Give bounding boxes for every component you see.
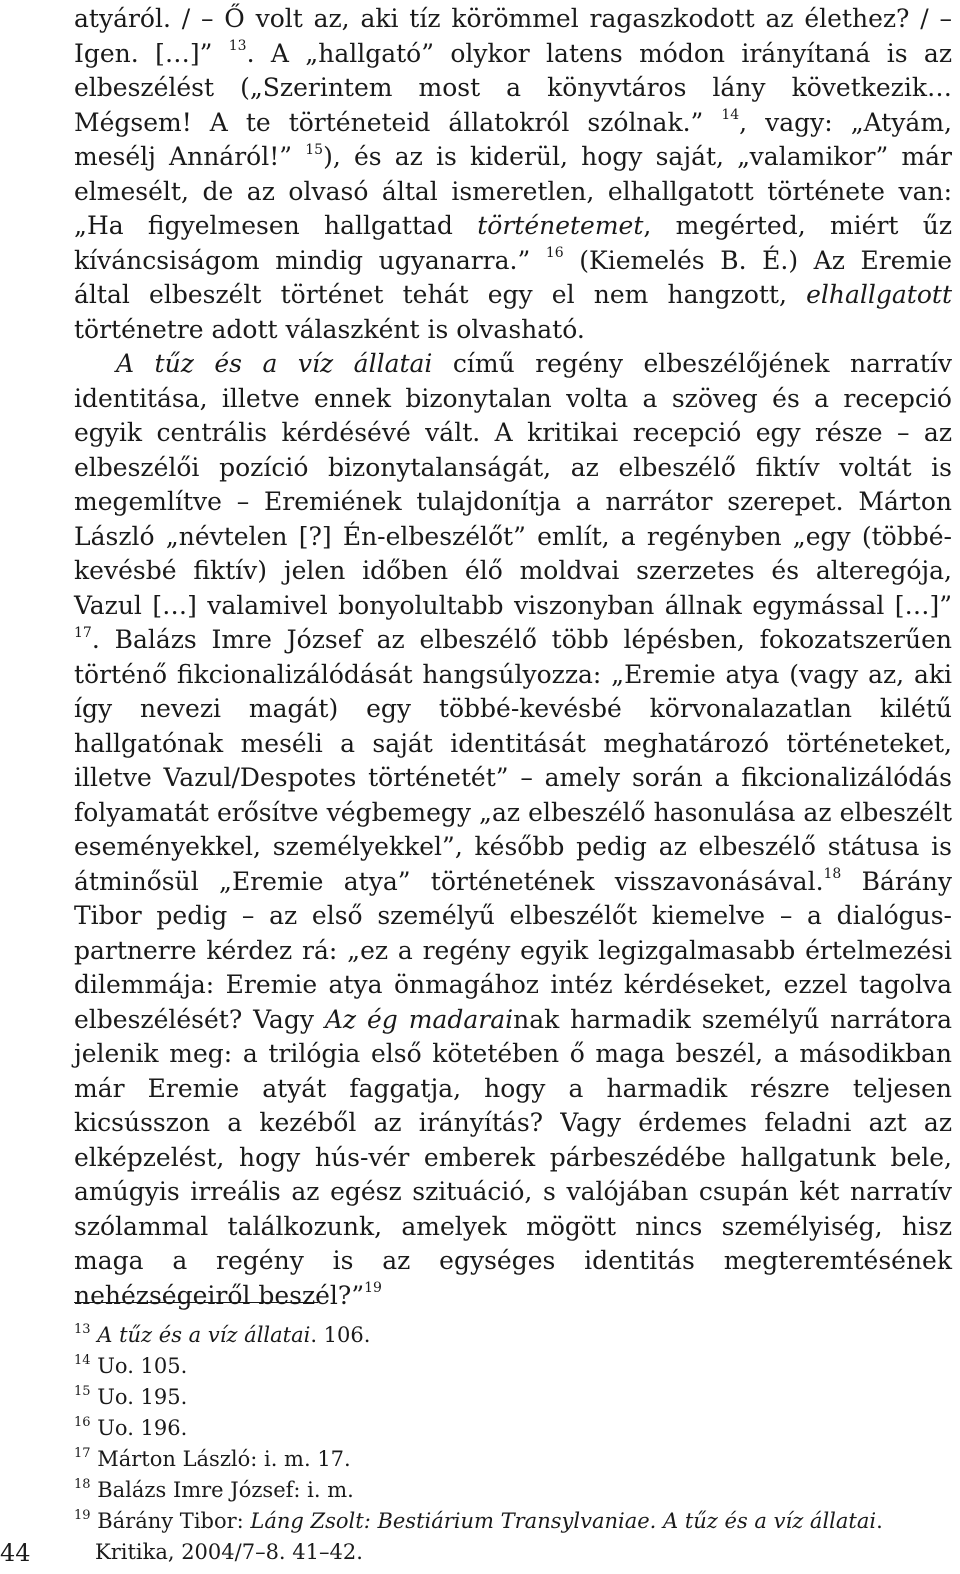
- text-run: Uo. 196.: [97, 1416, 188, 1440]
- footnote-number: 15: [74, 1384, 91, 1399]
- italic-text: Az ég madarai: [324, 1004, 514, 1034]
- footnote-separator: [74, 1302, 318, 1303]
- footnotes-list: [74, 1320, 952, 1568]
- text-run: Uo. 105.: [97, 1354, 188, 1378]
- footnote-number: 14: [74, 1353, 91, 1368]
- footnote-ref: 13: [228, 38, 247, 55]
- footnote-ref: 15: [305, 141, 324, 158]
- footnote-number: 17: [74, 1446, 91, 1461]
- footnote-ref: 19: [364, 1280, 382, 1297]
- footnote-ref: 16: [545, 245, 564, 262]
- footnote-number: 13: [74, 1322, 91, 1337]
- paragraph-2: [74, 347, 952, 1313]
- text-run: , vagy: „Atyám, mesélj Annáról!”: [74, 107, 952, 171]
- italic-text: Láng Zsolt: Bestiárium Transylvaniae. A tűz és a víz állatai: [250, 1509, 877, 1533]
- footnote-17: [74, 1444, 952, 1475]
- text-run: . Balázs Imre József az elbeszélő több lépésben, fokozatszerűen történő fikcionalizálódását hangsúlyozza: „Eremie atya (vagy az, aki így nevezi magát) egy többé-kevésbé körvonalazatlan kilétű hallgatónak meséli a saját identitását meghatározó történeteket, illetve Vazul/Despotes történetét” – amely során a fikcionalizálódás folyamatát erősítve végbemegy „az elbeszélő hasonulása az elbeszélt eseményekkel, személyekkel”, később pedig az elbeszélő státusa is átminősül „Eremie atya” történetének visszavonásával.: [74, 625, 952, 896]
- text-run: Bárány Tibor:: [97, 1509, 251, 1533]
- footnote-15: [74, 1382, 952, 1413]
- italic-text: A tűz és a víz állatai: [116, 349, 433, 378]
- footnote-16: [74, 1413, 952, 1444]
- text-run: . 106.: [310, 1323, 371, 1347]
- text-run: nak harmadik személyű narrátora jelenik meg: a trilógia első kötetében ő maga beszél, a másodikban már Eremie atyát faggatja, hogy a harmadik részre teljesen kicsússzon a kezéből az irányítás? Vagy érdemes feladni azt az elképzelést, hogy hús-vér emberek párbeszédébe hallgatunk bele, amúgyis irreális az egész szituáció, s valójában csupán két narratív szólammal találkozunk, amelyek mögött nincs személyiség, hisz maga a regény is az egységes identitás megteremtésének nehézségeiről beszél?”: [74, 1004, 953, 1310]
- text-run: , megérted, miért űz kíváncsiságom mindig ugyanarra.”: [74, 211, 952, 275]
- italic-text: történetemet: [477, 211, 644, 240]
- text-run: című regény elbeszélőjének narratív identitása, illetve ennek bizonytalan volta a szöveg és a recepció egyik centrális kérdésévé vált. A kritikai recepció egy része – az elbeszélői pozíció bizonytalanságát, az elbeszélő fiktív voltát is megemlítve – Eremiének tulajdonítja a narrátor szerepet. Márton László „névtelen [?] Én-elbeszélőt” említ, a regényben „egy (többé-kevésbé fiktív) jelen időben élő moldvai szerzetes és alteregója, Vazul […] valamivel bonyolultabb viszonyban állnak egymással […]”: [74, 349, 952, 620]
- footnote-13: [74, 1320, 952, 1351]
- page-number: 44: [0, 1539, 31, 1567]
- text-run: Balázs Imre József: i. m.: [97, 1478, 354, 1502]
- text-run: . A „hallgató” olykor latens módon irányítaná is az elbeszélést („Szerintem most a könyvtáros lány következik… Mégsem! A te történeteid állatokról szólnak.”: [74, 38, 952, 137]
- italic-text: A tűz és a víz állatai: [97, 1323, 311, 1347]
- footnote-ref: 17: [74, 624, 92, 641]
- text-run: . Kritika, 2004/7–8. 41–42.: [95, 1509, 883, 1564]
- paragraph-1: [74, 2, 952, 347]
- text-run: atyáról. / – Ő volt az, aki tíz körömmel ragaszkodott az élethez? / – Igen. […]”: [74, 4, 952, 68]
- italic-text: elhallgatott: [806, 280, 952, 309]
- text-run: Uo. 195.: [97, 1385, 188, 1409]
- text-run: Márton László: i. m. 17.: [97, 1447, 351, 1471]
- text-run: (Kiemelés B. É.) Az Eremie által elbeszélt történet tehát egy el nem hangzott,: [74, 245, 952, 309]
- text-run: történetre adott válaszként is olvasható.: [74, 314, 585, 344]
- footnote-18: [74, 1475, 952, 1506]
- footnote-ref: 18: [823, 866, 842, 883]
- footnote-number: 19: [74, 1508, 91, 1523]
- footnote-ref: 14: [721, 107, 740, 124]
- footnote-number: 18: [74, 1477, 91, 1492]
- footnote-number: 16: [74, 1415, 91, 1430]
- footnote-19: [74, 1506, 952, 1568]
- text-run: Bárány Tibor pedig – az első személyű elbeszélőt kiemelve – a dialógus-partnerre kérdez rá: „ez a regény egyik legizgalmasabb értelmezési dilemmája: Eremie atya önmagához intéz kérdéseket, ezzel tagolva elbeszélését? Vagy: [74, 866, 952, 1034]
- footnote-14: [74, 1351, 952, 1382]
- text-run: ), és az is kiderül, hogy saját, „valamikor” már elmesélt, de az olvasó által ismeretlen, elhallgatott története van: „Ha figyelmesen hallgattad: [74, 142, 952, 240]
- main-text: [74, 2, 952, 1313]
